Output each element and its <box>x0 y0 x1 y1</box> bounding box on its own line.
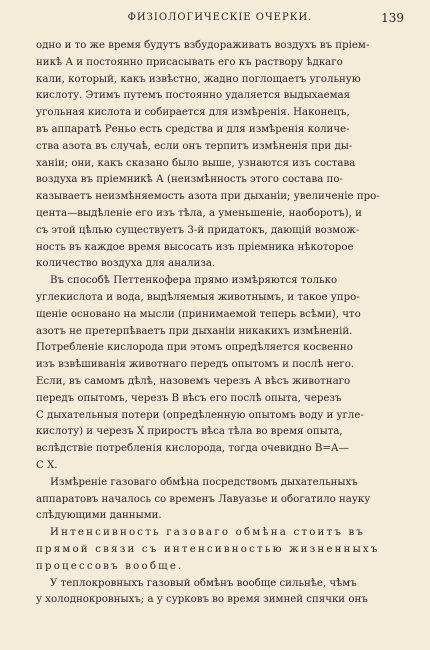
text-line: изъ взвѣшиванія животнаго передъ опытомъ и послѣ него. <box>36 359 355 371</box>
text-line: ства азота въ случаѣ, если онъ терпитъ измѣненія при ды- <box>36 140 353 152</box>
text-line: процессовъ вообще. <box>36 560 184 572</box>
paragraph <box>36 273 404 475</box>
text-line: кали, который, какъ извѣстно, жадно поглощаетъ угольную <box>36 73 361 85</box>
text-line: азотъ не претерпѣваетъ при дыханіи никакихъ измѣненій. <box>36 325 353 337</box>
text-line: С дыхательныя потери (опредѣленную опытомъ воду и угле- <box>36 409 364 421</box>
text-line: ность въ каждое время высосать изъ пріемника нѣкоторое <box>36 241 354 253</box>
text-line: прямой связи съ интенсивностью жизненныхъ <box>36 543 380 555</box>
text-line: вслѣдствіе потребленія кислорода, тогда очевидно В=А— <box>36 443 349 455</box>
text-line: передъ опытомъ, черезъ В вѣсъ его послѣ опыта, черезъ <box>36 392 342 404</box>
page-number: 139 <box>381 11 404 25</box>
text-line: Измѣреніе газоваго обмѣна посредствомъ дыхательныхъ <box>50 476 358 488</box>
text-line: углекислота и вода, выдѣляемыя животнымъ, и такое упро- <box>36 291 360 303</box>
body-text <box>36 38 404 609</box>
text-line: Интенсивность газоваго обмѣна стоитъ въ <box>50 527 366 539</box>
text-line: У теплокровныхъ газовый обмѣнъ вообще сильнѣе, чѣмъ <box>50 577 357 589</box>
text-line: кислоту. Этимъ путемъ постоянно удаляется выдыхаемая <box>36 90 351 102</box>
text-line: Потребленіе кислорода при этомъ опредѣляется косвенно <box>36 342 353 354</box>
text-line: одно и то же время будутъ взбудораживать воздухъ въ пріем- <box>36 40 370 51</box>
running-header <box>36 12 404 34</box>
text-line: цента—выдѣленіе его изъ тѣла, а уменьшеніе, наоборотъ), и <box>36 207 362 219</box>
text-line: щеніе основано на мысли (принимаемой теперь всѣми), что <box>36 308 361 320</box>
text-line: ханіи; они, какъ сказано было выше, узнаются изъ состава <box>36 157 356 169</box>
text-line: количество воздуха для анализа. <box>36 258 216 270</box>
paragraph <box>36 576 404 610</box>
paragraph <box>36 38 404 273</box>
text-line: съ этой цѣлью существуетъ 3-й придатокъ, дающій возмож- <box>36 224 360 236</box>
text-line: Если, въ самомъ дѣлѣ, назовемъ черезъ А вѣсъ животнаго <box>36 375 351 387</box>
text-line: у холоднокровныхъ; а у сурковъ во время зимней спячки онъ <box>36 594 368 606</box>
text-line: никѣ А и постоянно присасывать его къ раствору ѣдкаго <box>36 56 343 68</box>
running-title: ФИЗІОЛОГИЧЕСКІЕ ОЧЕРКИ. <box>127 12 313 23</box>
text-line: угольная кислота и собирается для измѣренія. Наконецъ, <box>36 107 350 119</box>
text-line: аппаратовъ началось со временъ Лавуазье и обогатило науку <box>36 493 371 505</box>
text-line: въ аппаратѣ Реньо есть средства и для измѣренія количе- <box>36 123 350 135</box>
paragraph <box>36 475 404 525</box>
text-line: С Х. <box>36 459 58 471</box>
text-line: казываетъ неизмѣняемость азота при дыханіи; увеличеніе про- <box>36 191 380 203</box>
paragraph <box>36 525 404 575</box>
text-line: Въ способѣ Петтенкофера прямо измѣряются только <box>50 275 338 287</box>
text-line: слѣдующими данными. <box>36 510 162 522</box>
text-line: кислоту) и черезъ Х приростъ вѣса тѣла во время опыта, <box>36 426 343 438</box>
text-line: воздуха въ пріемникѣ А (неизмѣнность этого состава по- <box>36 174 343 186</box>
